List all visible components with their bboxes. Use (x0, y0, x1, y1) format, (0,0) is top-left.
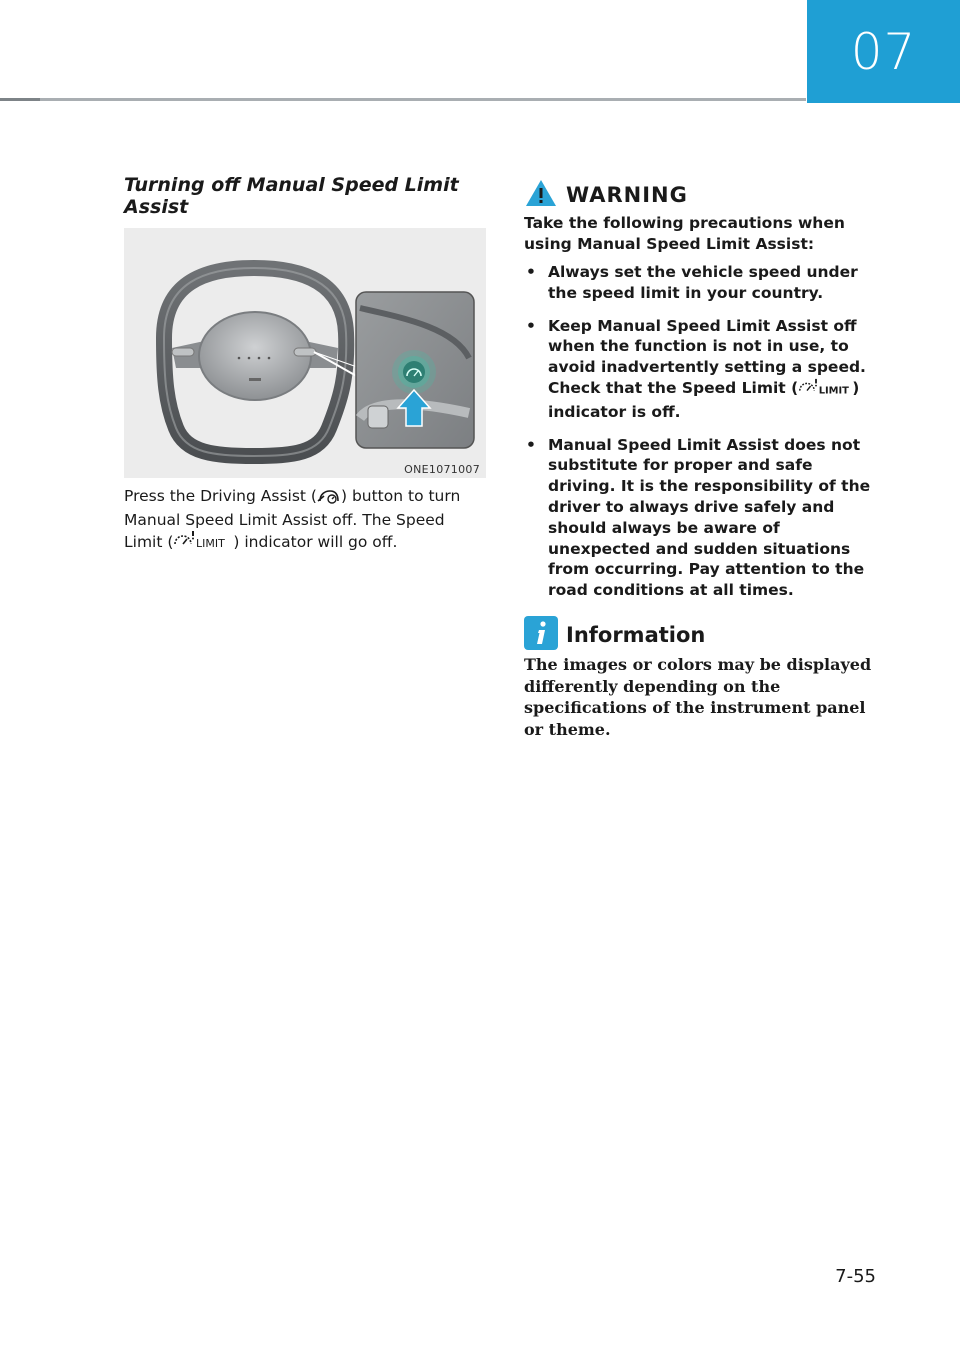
warning-header (524, 178, 688, 212)
warning-triangle-icon (524, 178, 558, 212)
section-title: Turning off Manual Speed Limit Assist (124, 174, 459, 218)
warning-bullet-2 (524, 316, 876, 423)
chapter-tab (807, 0, 960, 103)
steering-wheel-illustration (124, 228, 486, 478)
chapter-number: 07 (850, 22, 917, 81)
information-title: Information (566, 623, 706, 647)
driving-assist-icon (317, 488, 341, 510)
information-text: The images or colors may be displayed differently depending on the specifications of the instrument panel or theme. (524, 655, 872, 739)
warning-intro: Take the following precautions when using Manual Speed Limit Assist: (524, 214, 845, 253)
body-text-part3: ) indicator will go off. (233, 533, 398, 551)
page-number: 7-55 (835, 1266, 876, 1287)
steering-wheel-figure (124, 228, 486, 478)
header-rule-accent (0, 98, 40, 101)
svg-text:LIMIT: LIMIT (818, 385, 850, 396)
warning-title: WARNING (566, 183, 688, 207)
body-text-part1: Press the Driving Assist ( (124, 487, 317, 505)
body-paragraph (124, 486, 486, 556)
information-header (524, 616, 705, 654)
figure-caption: ONE1071007 (404, 463, 480, 476)
warning-list (524, 262, 876, 613)
info-icon (524, 616, 558, 654)
svg-text:LIMIT: LIMIT (196, 537, 226, 550)
warning-bullet-1: • Always set the vehicle speed under the speed limit in your country. (524, 262, 876, 304)
speed-limit-icon (173, 530, 233, 556)
warning-bullet-2-part1: Keep Manual Speed Limit Assist off when the function is not in use, to avoid inadvertently setting a speed. Check that the Speed Limit ( (548, 316, 866, 397)
warning-bullet-2-part2: ) indicator is off. (548, 378, 860, 421)
body-text-part2: ) button to turn Manual Speed Limit Assist off. The Speed Limit ( (124, 487, 461, 551)
header-rule (0, 98, 806, 101)
speed-limit-icon (798, 378, 852, 402)
warning-bullet-3: • Manual Speed Limit Assist does not substitute for proper and safe driving. It is the responsibility of the driver to always drive safely and should always be aware of unexpected and sudden situations from occurring. Pay attention to the road conditions at all times. (524, 435, 876, 601)
